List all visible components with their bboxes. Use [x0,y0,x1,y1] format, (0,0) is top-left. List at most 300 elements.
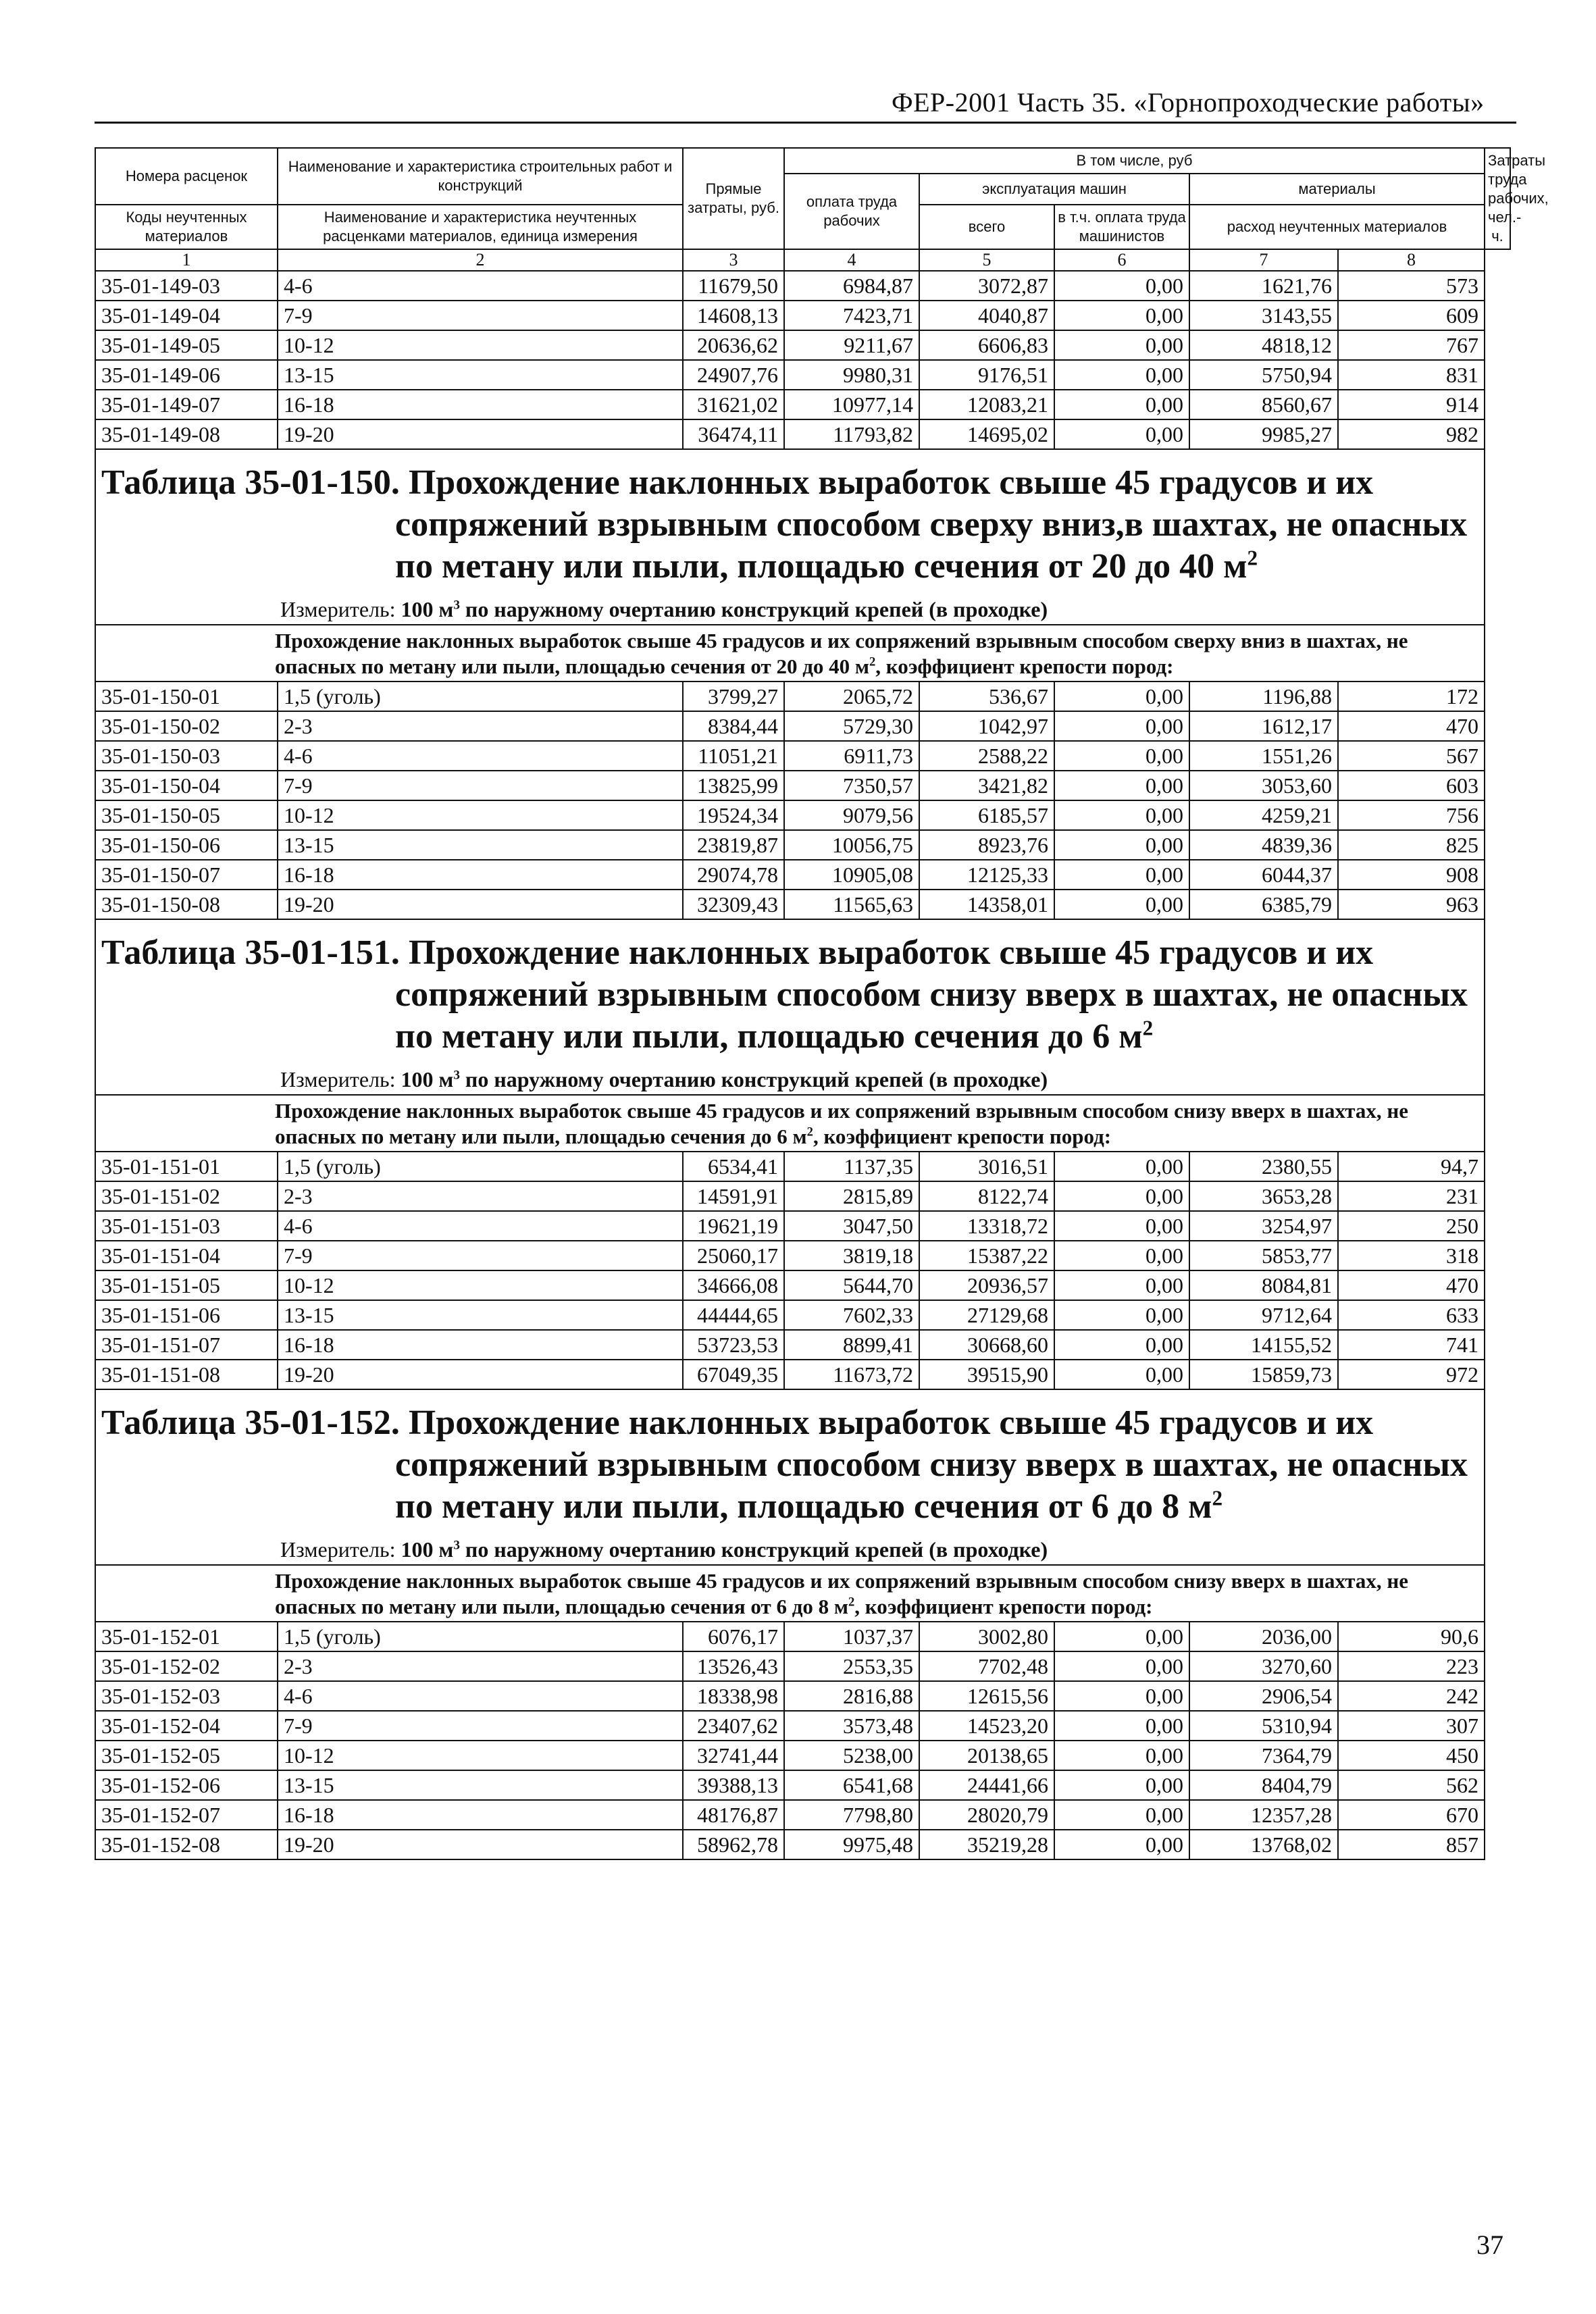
cell-mat: 1612,17 [1189,711,1338,741]
cell-labor: 231 [1338,1181,1485,1211]
cell-code: 35-01-152-03 [95,1681,278,1711]
cell-direct: 29074,78 [683,860,784,890]
cell-mach: 24441,66 [919,1770,1054,1800]
cell-code: 35-01-149-04 [95,301,278,330]
cell-mat: 9985,27 [1189,419,1338,449]
cell-mach: 2588,22 [919,741,1054,771]
cell-direct: 19524,34 [683,800,784,830]
cell-mach: 39515,90 [919,1360,1054,1389]
cell-mat: 3254,97 [1189,1211,1338,1241]
cell-oper: 0,00 [1054,301,1189,330]
cell-mach: 20138,65 [919,1741,1054,1770]
cell-mat: 2906,54 [1189,1681,1338,1711]
cell-pay: 10056,75 [784,830,919,860]
meter-description: по наружному очертанию конструкций крепей (в проходке) [465,1067,1048,1091]
cell-labor: 470 [1338,711,1485,741]
cell-name: 16-18 [278,1330,683,1360]
meter-label: Измеритель: [280,1537,396,1562]
table-title [101,462,1478,588]
cell-direct: 11051,21 [683,741,784,771]
cell-oper: 0,00 [1054,1181,1189,1211]
table-title-text: Прохождение наклонных выработок свыше 45 градусов и их сопряжений взрывным способом снизу вверх в шахтах, не опасных по метану или пыли, площадью сечения от 6 до 8 м [395,1404,1468,1526]
cell-code: 35-01-151-02 [95,1181,278,1211]
cell-name: 19-20 [278,1360,683,1389]
cell-mat: 1196,88 [1189,682,1338,711]
table-row [95,682,1510,711]
cell-name: 2-3 [278,1181,683,1211]
cell-code: 35-01-151-01 [95,1152,278,1181]
cell-mat: 9712,64 [1189,1300,1338,1330]
cell-mach: 1042,97 [919,711,1054,741]
cell-pay: 7423,71 [784,301,919,330]
cell-pay: 1137,35 [784,1152,919,1181]
table-title [101,1402,1478,1528]
cell-mach: 7702,48 [919,1651,1054,1681]
cell-pay: 2816,88 [784,1681,919,1711]
cell-code: 35-01-150-02 [95,711,278,741]
cell-pay: 11565,63 [784,890,919,919]
table-row [95,1270,1510,1300]
table-row [95,1622,1510,1651]
table-meter [101,1058,1478,1094]
column-number-3: 3 [683,249,784,271]
table-description [95,625,1485,682]
cell-code: 35-01-149-03 [95,271,278,301]
description-text: Прохождение наклонных выработок свыше 45 градусов и их сопряжений взрывным способом снизу вверх в шахтах, не опасных по метану или пыли, площадью сечения от 6 до 8 м [275,1569,1408,1618]
cell-mach: 536,67 [919,682,1054,711]
cell-labor: 767 [1338,330,1485,360]
cell-mach: 12083,21 [919,390,1054,419]
cell-mat: 6385,79 [1189,890,1338,919]
header-direct-costs: Прямые затраты, руб. [683,148,784,249]
cell-oper: 0,00 [1054,800,1189,830]
description-suffix: , коэффициент крепости пород: [854,1595,1153,1618]
cell-labor: 90,6 [1338,1622,1485,1651]
table-meter [101,588,1478,624]
cell-code: 35-01-149-05 [95,330,278,360]
cell-direct: 44444,65 [683,1300,784,1330]
cell-mach: 28020,79 [919,1800,1054,1830]
cell-direct: 32741,44 [683,1741,784,1770]
cell-direct: 23819,87 [683,830,784,860]
cell-pay: 1037,37 [784,1622,919,1651]
cell-name: 4-6 [278,741,683,771]
cell-labor: 242 [1338,1681,1485,1711]
cell-direct: 3799,27 [683,682,784,711]
cell-direct: 32309,43 [683,890,784,919]
cell-pay: 2553,35 [784,1651,919,1681]
cell-direct: 53723,53 [683,1330,784,1360]
cell-code: 35-01-150-07 [95,860,278,890]
cell-direct: 6076,17 [683,1622,784,1651]
cell-labor: 562 [1338,1770,1485,1800]
table-section-header [95,449,1485,625]
cell-oper: 0,00 [1054,741,1189,771]
cell-mat: 3143,55 [1189,301,1338,330]
cell-name: 13-15 [278,830,683,860]
cell-mat: 14155,52 [1189,1330,1338,1360]
table-row [95,1330,1510,1360]
meter-value: 100 м [401,1537,454,1562]
cell-pay: 5644,70 [784,1270,919,1300]
cell-mat: 5853,77 [1189,1241,1338,1270]
cell-mat: 3270,60 [1189,1651,1338,1681]
cell-labor: 223 [1338,1651,1485,1681]
cell-name: 2-3 [278,711,683,741]
cell-labor: 756 [1338,800,1485,830]
cell-labor: 307 [1338,1711,1485,1741]
cell-name: 7-9 [278,1241,683,1270]
cell-pay: 2815,89 [784,1181,919,1211]
table-row [95,1300,1510,1330]
title-superscript: 2 [1212,1486,1223,1510]
header-material-codes: Коды неучтенных материалов [95,205,278,249]
cell-labor: 609 [1338,301,1485,330]
table-row [95,1711,1510,1741]
cell-labor: 914 [1338,390,1485,419]
cell-labor: 318 [1338,1241,1485,1270]
cell-pay: 9980,31 [784,360,919,390]
cell-mach: 8923,76 [919,830,1054,860]
table-row [95,1181,1510,1211]
cell-mat: 8560,67 [1189,390,1338,419]
header-materials: материалы [1189,174,1485,205]
table-title-prefix: Таблица 35-01-151. [101,933,400,972]
cell-name: 13-15 [278,1300,683,1330]
cell-labor: 982 [1338,419,1485,449]
cell-pay: 9079,56 [784,800,919,830]
table-row [95,860,1510,890]
cell-mach: 4040,87 [919,301,1054,330]
cell-mach: 3072,87 [919,271,1054,301]
cell-labor: 633 [1338,1300,1485,1330]
cell-labor: 603 [1338,771,1485,800]
table-section-header [95,919,1485,1095]
cell-oper: 0,00 [1054,711,1189,741]
cell-code: 35-01-151-08 [95,1360,278,1389]
table-row [95,360,1510,390]
cell-name: 4-6 [278,271,683,301]
cell-name: 19-20 [278,1830,683,1859]
header-material-name: Наименование и характеристика неучтенных расценками материалов, единица измерения [278,205,683,249]
header-rule [95,122,1516,124]
cell-oper: 0,00 [1054,1711,1189,1741]
cell-mach: 3016,51 [919,1152,1054,1181]
table-row [95,711,1510,741]
cell-pay: 9211,67 [784,330,919,360]
table-description [95,1095,1485,1152]
cell-mat: 3053,60 [1189,771,1338,800]
table-title [101,932,1478,1058]
table-row [95,1681,1510,1711]
cell-code: 35-01-151-05 [95,1270,278,1300]
cell-direct: 58962,78 [683,1830,784,1859]
table-row [95,419,1510,449]
cell-labor: 741 [1338,1330,1485,1360]
cell-name: 4-6 [278,1681,683,1711]
cell-mach: 20936,57 [919,1270,1054,1300]
cell-pay: 5729,30 [784,711,919,741]
description-superscript: 2 [848,1595,855,1610]
cell-name: 10-12 [278,800,683,830]
cell-name: 1,5 (уголь) [278,682,683,711]
table-row [95,301,1510,330]
table-row [95,1241,1510,1270]
table-row [95,390,1510,419]
table-row [95,1800,1510,1830]
header-work-name: Наименование и характеристика строительных работ и конструкций [278,148,683,205]
table-title-text: Прохождение наклонных выработок свыше 45 градусов и их сопряжений взрывным способом сверху вниз,в шахтах, не опасных по метану или пыли, площадью сечения от 20 до 40 м [395,463,1468,586]
cell-pay: 5238,00 [784,1741,919,1770]
cell-mat: 5310,94 [1189,1711,1338,1741]
cell-mat: 15859,73 [1189,1360,1338,1389]
table-title-prefix: Таблица 35-01-150. [101,463,400,502]
cell-oper: 0,00 [1054,1241,1189,1270]
cell-mach: 6185,57 [919,800,1054,830]
cell-pay: 11673,72 [784,1360,919,1389]
cell-pay: 7602,33 [784,1300,919,1330]
cell-labor: 450 [1338,1741,1485,1770]
table-row [95,1211,1510,1241]
table-row [95,800,1510,830]
cell-pay: 6911,73 [784,741,919,771]
cell-oper: 0,00 [1054,1651,1189,1681]
header-including: В том числе, руб [784,148,1485,174]
cell-pay: 10905,08 [784,860,919,890]
cell-pay: 10977,14 [784,390,919,419]
cell-oper: 0,00 [1054,830,1189,860]
cell-pay: 8899,41 [784,1330,919,1360]
header-machine-total: всего [919,205,1054,249]
cell-mach: 6606,83 [919,330,1054,360]
cell-oper: 0,00 [1054,1211,1189,1241]
cell-direct: 11679,50 [683,271,784,301]
description-superscript: 2 [869,654,876,669]
cell-mach: 15387,22 [919,1241,1054,1270]
page-number: 37 [1476,2230,1503,2260]
cell-mat: 4818,12 [1189,330,1338,360]
cell-code: 35-01-151-04 [95,1241,278,1270]
cell-direct: 18338,98 [683,1681,784,1711]
column-number-7: 7 [1189,249,1338,271]
cell-mach: 35219,28 [919,1830,1054,1859]
cell-name: 7-9 [278,771,683,800]
meter-superscript: 3 [453,1068,460,1083]
cell-code: 35-01-152-01 [95,1622,278,1651]
cell-oper: 0,00 [1054,682,1189,711]
cell-direct: 67049,35 [683,1360,784,1389]
cell-name: 16-18 [278,1800,683,1830]
table-description [95,1565,1485,1622]
cell-name: 13-15 [278,360,683,390]
column-header-row [95,148,1510,174]
table-row [95,1360,1510,1389]
meter-label: Измеритель: [280,597,396,621]
cell-labor: 857 [1338,1830,1485,1859]
cell-mat: 5750,94 [1189,360,1338,390]
header-worker-pay: оплата труда рабочих [784,174,919,249]
description-suffix: , коэффициент крепости пород: [875,654,1174,678]
cell-name: 7-9 [278,301,683,330]
cell-oper: 0,00 [1054,860,1189,890]
cell-name: 7-9 [278,1711,683,1741]
meter-value: 100 м [401,597,454,621]
cell-oper: 0,00 [1054,1270,1189,1300]
cell-labor: 972 [1338,1360,1485,1389]
cell-oper: 0,00 [1054,1360,1189,1389]
table-title-prefix: Таблица 35-01-152. [101,1404,400,1442]
column-number-4: 4 [784,249,919,271]
table-row [95,771,1510,800]
cell-code: 35-01-152-06 [95,1770,278,1800]
description-superscript: 2 [806,1125,813,1139]
table-row [95,1770,1510,1800]
meter-description: по наружному очертанию конструкций крепей (в проходке) [465,1537,1048,1562]
table-row [95,1152,1510,1181]
header-rate-numbers: Номера расценок [95,148,278,205]
cell-mach: 30668,60 [919,1330,1054,1360]
cell-oper: 0,00 [1054,1830,1189,1859]
title-superscript: 2 [1142,1016,1154,1040]
header-labor: Затраты труда рабочих, чел.-ч. [1485,148,1510,249]
cell-mat: 6044,37 [1189,860,1338,890]
cell-pay: 3819,18 [784,1241,919,1270]
description-suffix: , коэффициент крепости пород: [813,1125,1112,1148]
table-row [95,1830,1510,1859]
cell-direct: 14608,13 [683,301,784,330]
table-row [95,1741,1510,1770]
cell-mat: 4839,36 [1189,830,1338,860]
cell-pay: 2065,72 [784,682,919,711]
cell-direct: 39388,13 [683,1770,784,1800]
cell-mach: 12615,56 [919,1681,1054,1711]
cell-mach: 8122,74 [919,1181,1054,1211]
cell-oper: 0,00 [1054,1300,1189,1330]
cell-name: 10-12 [278,1741,683,1770]
cell-oper: 0,00 [1054,390,1189,419]
cell-mach: 14358,01 [919,890,1054,919]
cell-name: 2-3 [278,1651,683,1681]
table-section-header [95,1389,1485,1565]
cell-code: 35-01-151-06 [95,1300,278,1330]
cell-oper: 0,00 [1054,1622,1189,1651]
cell-oper: 0,00 [1054,1330,1189,1360]
cell-direct: 8384,44 [683,711,784,741]
cell-direct: 36474,11 [683,419,784,449]
cell-direct: 34666,08 [683,1270,784,1300]
cell-oper: 0,00 [1054,271,1189,301]
table-row [95,330,1510,360]
cell-direct: 24907,76 [683,360,784,390]
cell-mach: 13318,72 [919,1211,1054,1241]
cell-mat: 1621,76 [1189,271,1338,301]
cell-labor: 825 [1338,830,1485,860]
cell-labor: 94,7 [1338,1152,1485,1181]
cell-direct: 13825,99 [683,771,784,800]
column-number-5: 5 [919,249,1054,271]
cell-mach: 14695,02 [919,419,1054,449]
cell-mat: 13768,02 [1189,1830,1338,1859]
cell-direct: 6534,41 [683,1152,784,1181]
cell-pay: 7798,80 [784,1800,919,1830]
header-machine-ops: эксплуатация машин [919,174,1189,205]
column-number-2: 2 [278,249,683,271]
cell-oper: 0,00 [1054,1741,1189,1770]
cell-labor: 831 [1338,360,1485,390]
cell-labor: 567 [1338,741,1485,771]
cell-code: 35-01-150-04 [95,771,278,800]
cell-oper: 0,00 [1054,890,1189,919]
title-superscript: 2 [1247,546,1258,570]
cell-oper: 0,00 [1054,419,1189,449]
description-text: Прохождение наклонных выработок свыше 45 градусов и их сопряжений взрывным способом снизу вверх в шахтах, не опасных по метану или пыли, площадью сечения до 6 м [275,1099,1408,1148]
cell-oper: 0,00 [1054,1770,1189,1800]
cell-labor: 908 [1338,860,1485,890]
cell-oper: 0,00 [1054,1152,1189,1181]
cell-name: 4-6 [278,1211,683,1241]
cell-labor: 573 [1338,271,1485,301]
cell-mat: 4259,21 [1189,800,1338,830]
cell-direct: 20636,62 [683,330,784,360]
cell-code: 35-01-150-06 [95,830,278,860]
cell-oper: 0,00 [1054,330,1189,360]
cell-oper: 0,00 [1054,1681,1189,1711]
cell-code: 35-01-151-03 [95,1211,278,1241]
cell-mach: 3002,80 [919,1622,1054,1651]
cell-direct: 13526,43 [683,1651,784,1681]
cell-labor: 470 [1338,1270,1485,1300]
meter-superscript: 3 [453,1538,460,1553]
cell-name: 19-20 [278,419,683,449]
cell-labor: 250 [1338,1211,1485,1241]
cell-code: 35-01-152-04 [95,1711,278,1741]
cell-name: 1,5 (уголь) [278,1622,683,1651]
meter-superscript: 3 [453,598,460,613]
cell-code: 35-01-149-08 [95,419,278,449]
cell-name: 13-15 [278,1770,683,1800]
cell-mat: 2380,55 [1189,1152,1338,1181]
cell-mat: 3653,28 [1189,1181,1338,1211]
cell-direct: 25060,17 [683,1241,784,1270]
column-number-6: 6 [1054,249,1189,271]
cell-code: 35-01-150-08 [95,890,278,919]
column-number-8: 8 [1338,249,1485,271]
cell-direct: 14591,91 [683,1181,784,1211]
cell-mat: 12357,28 [1189,1800,1338,1830]
cell-code: 35-01-149-06 [95,360,278,390]
running-header: ФЕР-2001 Часть 35. «Горнопроходческие работы» [892,87,1485,118]
cell-code: 35-01-150-01 [95,682,278,711]
cell-labor: 172 [1338,682,1485,711]
cell-mat: 8404,79 [1189,1770,1338,1800]
cell-mach: 27129,68 [919,1300,1054,1330]
meter-value: 100 м [401,1067,454,1091]
cell-pay: 6984,87 [784,271,919,301]
cell-code: 35-01-152-08 [95,1830,278,1859]
cell-labor: 963 [1338,890,1485,919]
cell-name: 10-12 [278,330,683,360]
table-row [95,890,1510,919]
cell-pay: 9975,48 [784,1830,919,1859]
cell-mach: 14523,20 [919,1711,1054,1741]
cell-code: 35-01-149-07 [95,390,278,419]
cell-direct: 23407,62 [683,1711,784,1741]
cell-name: 1,5 (уголь) [278,1152,683,1181]
cell-pay: 7350,57 [784,771,919,800]
cell-code: 35-01-150-05 [95,800,278,830]
column-number-row [95,249,1510,271]
description-text: Прохождение наклонных выработок свыше 45 градусов и их сопряжений взрывным способом сверху вниз в шахтах, не опасных по метану или пыли, площадью сечения от 20 до 40 м [275,629,1408,678]
